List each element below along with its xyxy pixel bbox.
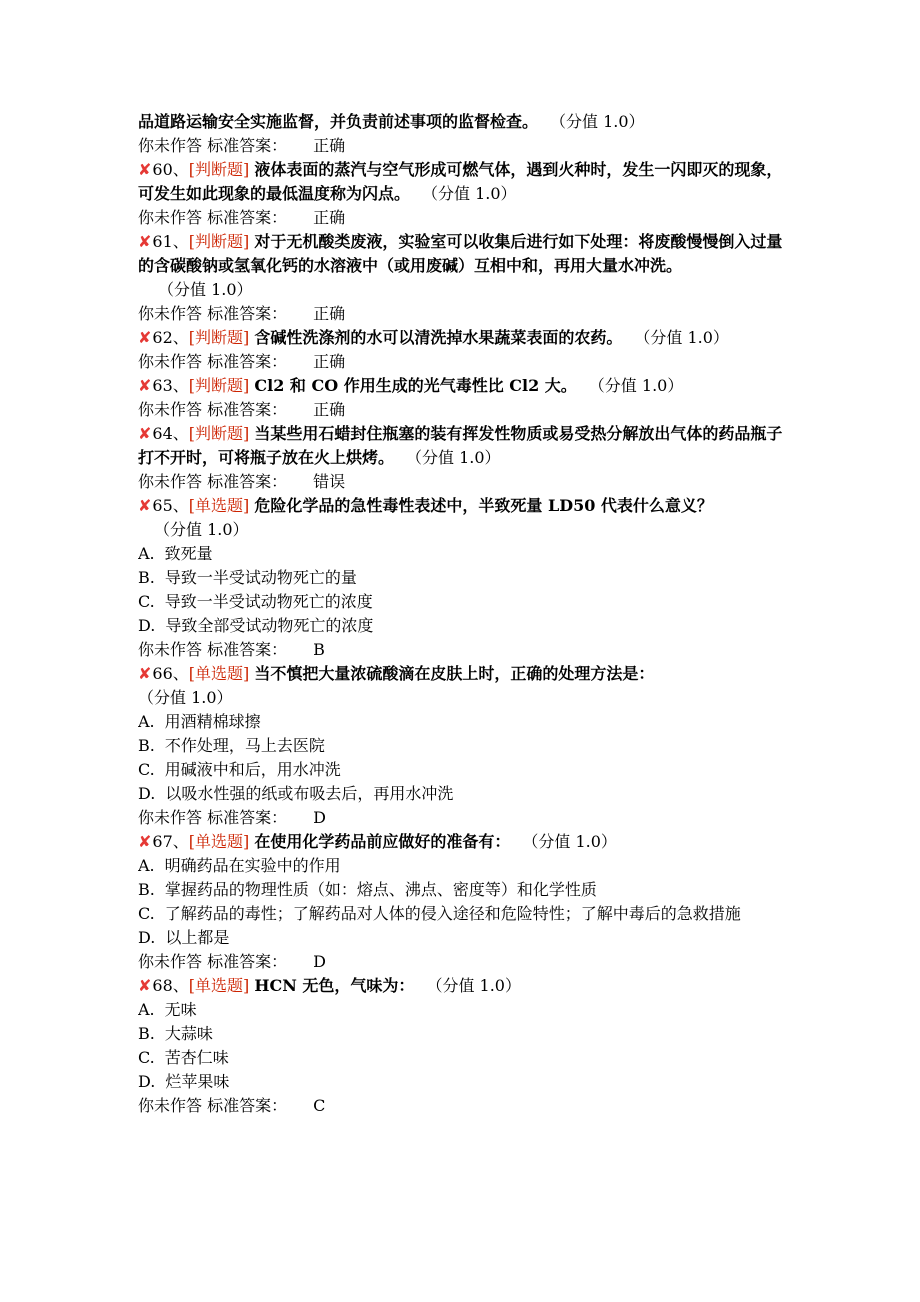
question-number: 66、	[152, 664, 189, 683]
answer-line	[138, 206, 786, 230]
wrong-mark-icon: ✘	[138, 160, 152, 179]
option-b	[138, 1022, 786, 1046]
answer-label: 标准答案：	[207, 136, 288, 155]
option-key: C.	[138, 760, 155, 779]
option-text: 了解药品的毒性；了解药品对人体的侵入途径和危险特性；了解中毒后的急救措施	[164, 904, 741, 923]
answer-status: 你未作答	[138, 208, 203, 227]
wrong-mark-icon: ✘	[138, 376, 152, 395]
question-66	[138, 662, 786, 686]
question-text: Cl2 和 CO 作用生成的光气毒性比 Cl2 大。	[254, 376, 577, 395]
question-text: 危险化学品的急性毒性表述中，半致死量 LD50 代表什么意义？	[254, 496, 713, 515]
question-text: HCN 无色，气味为：	[254, 976, 415, 995]
answer-status: 你未作答	[138, 472, 203, 491]
wrong-mark-icon: ✘	[138, 976, 152, 995]
question-score: （分值 1.0）	[530, 832, 617, 851]
answer-value: 错误	[313, 472, 346, 491]
option-text: 致死量	[164, 544, 213, 563]
question-text: 当不慎把大量浓硫酸滴在皮肤上时，正确的处理方法是：	[254, 664, 655, 683]
answer-value: 正确	[313, 304, 346, 323]
answer-status: 你未作答	[138, 952, 203, 971]
answer-status: 你未作答	[138, 1096, 203, 1115]
question-type: [单选题]	[188, 664, 250, 683]
option-d	[138, 614, 786, 638]
wrong-mark-icon: ✘	[138, 496, 152, 515]
question-62	[138, 326, 786, 350]
question-number: 64、	[152, 424, 189, 443]
option-key: B.	[138, 1024, 155, 1043]
answer-status: 你未作答	[138, 352, 203, 371]
option-text: 明确药品在实验中的作用	[164, 856, 341, 875]
option-text: 不作处理，马上去医院	[164, 736, 325, 755]
answer-value: B	[313, 640, 325, 659]
option-text: 导致全部受试动物死亡的浓度	[165, 616, 374, 635]
option-b	[138, 566, 786, 590]
answer-line	[138, 302, 786, 326]
option-text: 以吸水性强的纸或布吸去后，再用水冲洗	[165, 784, 454, 803]
question-number: 62、	[152, 328, 189, 347]
option-text: 大蒜味	[164, 1024, 213, 1043]
question-text: 对于无机酸类废液，实验室可以收集后进行如下处理：将废酸慢慢倒入过量的含碳酸钠或氢氧化钙的水溶液中（或用废碱）互相中和，再用大量水冲洗。	[138, 232, 783, 275]
answer-value: 正确	[313, 352, 346, 371]
question-type: [判断题]	[188, 232, 250, 251]
answer-status: 你未作答	[138, 304, 203, 323]
question-number: 68、	[152, 976, 189, 995]
option-text: 掌握药品的物理性质（如：熔点、沸点、密度等）和化学性质	[164, 880, 597, 899]
option-a	[138, 710, 786, 734]
option-d	[138, 926, 786, 950]
question-score: （分值 1.0）	[596, 376, 684, 395]
answer-label: 标准答案：	[207, 640, 288, 659]
question-score-line	[138, 518, 786, 542]
option-key: B.	[138, 736, 155, 755]
option-key: D.	[138, 616, 156, 635]
option-key: D.	[138, 928, 156, 947]
answer-line	[138, 470, 786, 494]
option-text: 用酒精棉球擦	[164, 712, 261, 731]
answer-value: D	[313, 952, 326, 971]
option-c	[138, 590, 786, 614]
question-type: [单选题]	[188, 976, 250, 995]
question-number: 63、	[152, 376, 189, 395]
question-type: [单选题]	[188, 496, 250, 515]
wrong-mark-icon: ✘	[138, 328, 152, 347]
answer-line	[138, 350, 786, 374]
question-type: [判断题]	[188, 424, 250, 443]
wrong-mark-icon: ✘	[138, 232, 152, 251]
option-key: A.	[138, 544, 155, 563]
question-number: 61、	[152, 232, 189, 251]
option-text: 导致一半受试动物死亡的浓度	[164, 592, 373, 611]
question-type: [单选题]	[188, 832, 250, 851]
option-key: C.	[138, 1048, 155, 1067]
question-score: （分值 1.0）	[138, 688, 233, 707]
option-text: 苦杏仁味	[164, 1048, 229, 1067]
answer-label: 标准答案：	[207, 400, 288, 419]
answer-label: 标准答案：	[207, 352, 288, 371]
answer-line	[138, 398, 786, 422]
option-a	[138, 542, 786, 566]
option-a	[138, 854, 786, 878]
answer-line	[138, 1094, 786, 1118]
answer-line	[138, 134, 786, 158]
wrong-mark-icon: ✘	[138, 664, 152, 683]
option-key: A.	[138, 1000, 155, 1019]
option-key: C.	[138, 904, 155, 923]
answer-status: 你未作答	[138, 808, 203, 827]
question-type: [判断题]	[188, 376, 250, 395]
answer-status: 你未作答	[138, 640, 203, 659]
option-text: 用碱液中和后，用水冲洗	[164, 760, 341, 779]
question-type: [判断题]	[188, 160, 250, 179]
answer-value: C	[313, 1096, 326, 1115]
question-59-continued	[138, 110, 786, 134]
question-number: 60、	[152, 160, 189, 179]
question-text: 品道路运输安全实施监督，并负责前述事项的监督检查。	[138, 112, 539, 131]
question-score-line	[138, 686, 786, 710]
question-60	[138, 158, 786, 206]
answer-label: 标准答案：	[207, 472, 288, 491]
option-key: D.	[138, 784, 156, 803]
option-c	[138, 758, 786, 782]
wrong-mark-icon: ✘	[138, 424, 152, 443]
question-65	[138, 494, 786, 518]
option-c	[138, 902, 786, 926]
question-number: 65、	[152, 496, 189, 515]
question-type: [判断题]	[188, 328, 250, 347]
option-key: B.	[138, 880, 155, 899]
option-a	[138, 998, 786, 1022]
answer-label: 标准答案：	[207, 304, 288, 323]
question-score: （分值 1.0）	[430, 184, 517, 203]
question-list	[138, 110, 786, 1118]
question-63	[138, 374, 786, 398]
question-text: 含碱性洗涤剂的水可以清洗掉水果蔬菜表面的农药。	[254, 328, 623, 347]
answer-status: 你未作答	[138, 400, 203, 419]
answer-line	[138, 806, 786, 830]
option-key: D.	[138, 1072, 156, 1091]
question-67	[138, 830, 786, 854]
question-score: （分值 1.0）	[414, 448, 501, 467]
answer-label: 标准答案：	[207, 1096, 288, 1115]
question-text: 液体表面的蒸汽与空气形成可燃气体，遇到火种时，发生一闪即灭的现象，可发生如此现象的最低温度称为闪点。	[138, 160, 783, 203]
answer-value: 正确	[313, 208, 346, 227]
option-text: 以上都是	[165, 928, 230, 947]
question-68	[138, 974, 786, 998]
option-text: 导致一半受试动物死亡的量	[164, 568, 357, 587]
option-b	[138, 878, 786, 902]
option-key: A.	[138, 856, 155, 875]
option-d	[138, 782, 786, 806]
option-c	[138, 1046, 786, 1070]
option-key: B.	[138, 568, 155, 587]
option-key: C.	[138, 592, 155, 611]
option-key: A.	[138, 712, 155, 731]
answer-label: 标准答案：	[207, 808, 288, 827]
answer-label: 标准答案：	[207, 952, 288, 971]
question-number: 67、	[152, 832, 189, 851]
answer-line	[138, 950, 786, 974]
question-text: 在使用化学药品前应做好的准备有：	[254, 832, 511, 851]
option-text: 无味	[164, 1000, 197, 1019]
question-score: （分值 1.0）	[158, 280, 253, 299]
question-score: （分值 1.0）	[642, 328, 729, 347]
option-d	[138, 1070, 786, 1094]
question-61	[138, 230, 786, 302]
question-text: 当某些用石蜡封住瓶塞的装有挥发性物质或易受热分解放出气体的药品瓶子打不开时，可将瓶子放在火上烘烤。	[138, 424, 783, 467]
question-score: （分值 1.0）	[558, 112, 645, 131]
answer-status: 你未作答	[138, 136, 203, 155]
answer-value: D	[313, 808, 326, 827]
question-score: （分值 1.0）	[154, 520, 249, 539]
wrong-mark-icon: ✘	[138, 832, 152, 851]
question-score: （分值 1.0）	[434, 976, 521, 995]
answer-line	[138, 638, 786, 662]
option-text: 烂苹果味	[165, 1072, 230, 1091]
option-b	[138, 734, 786, 758]
answer-value: 正确	[313, 400, 346, 419]
answer-label: 标准答案：	[207, 208, 288, 227]
question-64	[138, 422, 786, 470]
answer-value: 正确	[313, 136, 346, 155]
